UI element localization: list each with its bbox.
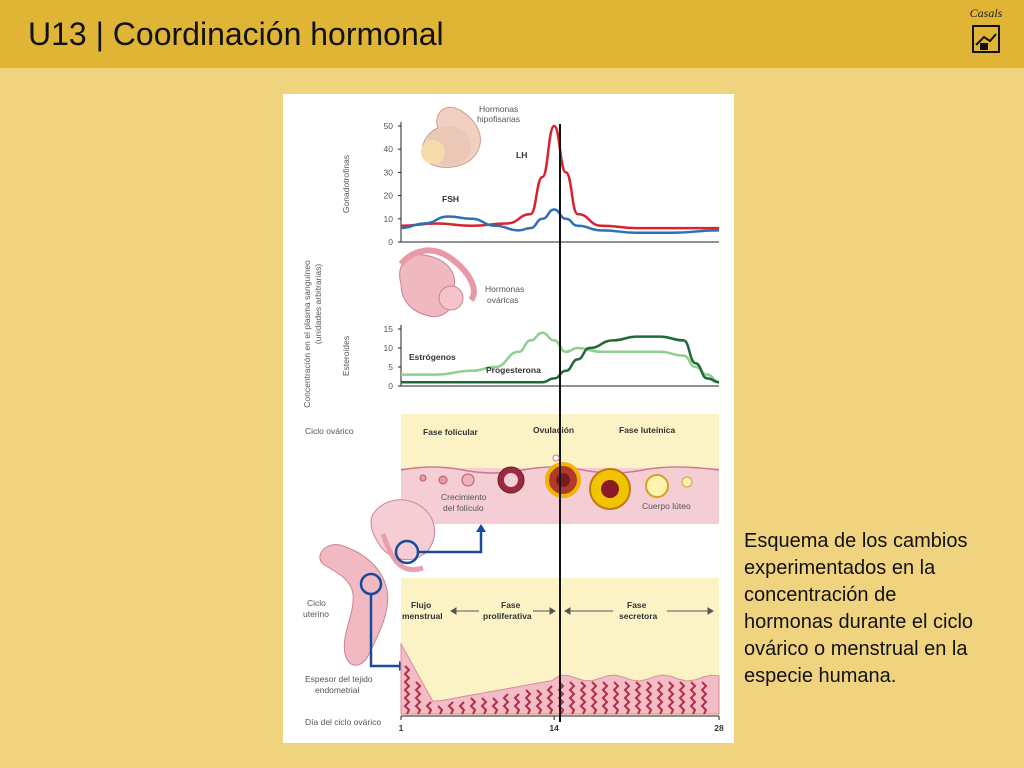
gonadotrofinas-label: Gonadotrofinas	[341, 154, 351, 214]
fase-secretora-label-2: secretora	[619, 611, 658, 621]
gonad-tick-label: 10	[383, 213, 393, 224]
crecimiento-label-1: Crecimiento	[441, 492, 487, 502]
gonad-tick-label: 0	[388, 237, 393, 247]
connector-arrowhead-ovary	[476, 524, 486, 532]
brand-name: Casals	[969, 6, 1003, 20]
esteroides-label: Esteroides	[341, 335, 351, 377]
y-axis-title: Concentración en el plasma sanguíneo	[302, 260, 312, 408]
progesterona-series-label: Progesterona	[486, 365, 541, 375]
day-tick-label: 28	[714, 723, 724, 733]
flujo-menstrual-label-2: menstrual	[402, 611, 443, 621]
fase-secretora-label-1: Fase	[627, 600, 647, 610]
estrogenos-series-label: Estrógenos	[409, 352, 456, 362]
menstrual-cycle-figure	[283, 94, 734, 743]
fase-proliferativa-label-1: Fase	[501, 600, 521, 610]
day-axis-ticks	[399, 716, 724, 733]
gonad-tick-label: 20	[383, 190, 393, 201]
espesor-label-2: endometrial	[315, 685, 360, 695]
home-icon[interactable]	[972, 25, 1000, 53]
gonad-tick-label: 50	[383, 121, 393, 131]
brand-logo	[966, 6, 1006, 53]
hormonas-hipofisarias-label-1: Hormonas	[479, 104, 519, 114]
cuerpo-luteo-label: Cuerpo lúteo	[642, 501, 691, 511]
hormonas-ovaricas-label-2: ováricas	[487, 295, 519, 305]
day-tick-label: 14	[549, 723, 559, 733]
crecimiento-label-2: del folículo	[443, 503, 484, 513]
fsh-series-label: FSH	[442, 194, 459, 204]
ovulation-marker	[553, 455, 559, 461]
figure-canvas	[283, 94, 734, 743]
ovulacion-label: Ovulación	[533, 425, 575, 435]
pituitary-gland-illustration	[421, 107, 480, 167]
hormonas-hipofisarias-label-2: hipofisarias	[477, 114, 520, 124]
ciclo-ovarico-label: Ciclo ovárico	[305, 426, 354, 436]
y-axis-units: (unidades arbitrarias)	[313, 263, 323, 345]
flujo-menstrual-label-1: Flujo	[411, 600, 432, 610]
steroid-tick-label: 10	[383, 343, 393, 353]
steroid-tick-label: 15	[383, 324, 393, 334]
page-title: U13 | Coordinación hormonal	[28, 16, 444, 52]
gonad-tick-label: 30	[383, 167, 393, 178]
day-tick-label: 1	[398, 723, 404, 733]
fase-folicular-label: Fase folicular	[423, 427, 478, 437]
fase-proliferativa-label-2: proliferativa	[483, 611, 532, 621]
steroid-tick-label: 0	[388, 381, 393, 391]
ciclo-uterino-label-2: uterino	[303, 609, 329, 619]
steroid-tick-label: 5	[388, 362, 393, 372]
figure-caption: Esquema de los cambios experimentados en la concentración de hormonas durante el ciclo ovárico o menstrual en la especie humana.	[744, 530, 974, 687]
ovary-illustration	[400, 250, 474, 316]
fase-luteinica-label: Fase luteínica	[619, 425, 676, 435]
lh-series-label: LH	[516, 150, 528, 160]
espesor-label-1: Espesor del tejido	[305, 674, 373, 684]
gonad-tick-label: 40	[383, 144, 393, 155]
dia-ciclo-label: Día del ciclo ovárico	[305, 717, 382, 727]
header-bar	[0, 0, 1024, 68]
hormonas-ovaricas-label-1: Hormonas	[485, 284, 525, 294]
ciclo-uterino-label-1: Ciclo	[307, 598, 326, 608]
